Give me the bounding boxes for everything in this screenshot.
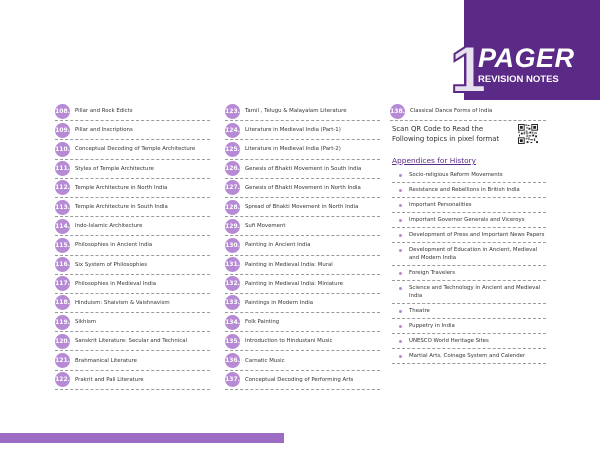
list-item bbox=[225, 160, 380, 179]
list-item bbox=[225, 371, 380, 390]
item-label: Genesis of Bhakti Movement in North India bbox=[245, 184, 361, 191]
qr-code-icon[interactable] bbox=[518, 124, 538, 144]
item-label: Pillar and Rock Edicts bbox=[75, 108, 133, 115]
item-number: 117. bbox=[55, 276, 70, 291]
item-number: 108. bbox=[55, 104, 70, 119]
footer-bar bbox=[0, 433, 284, 443]
item-label: Temple Architecture in South India bbox=[75, 204, 168, 211]
bullet-icon bbox=[399, 287, 402, 290]
item-label: Classical Dance Forms of India bbox=[410, 108, 493, 115]
item-number: 127. bbox=[225, 180, 240, 195]
list-item bbox=[225, 332, 380, 351]
list-item bbox=[392, 266, 546, 281]
list-item bbox=[55, 294, 210, 313]
item-label: Sanskrit Literature: Secular and Technical bbox=[75, 338, 187, 345]
bullet-icon bbox=[399, 189, 402, 192]
item-number: 121. bbox=[55, 353, 70, 368]
topic-column-3 bbox=[390, 102, 546, 121]
bullet-icon bbox=[399, 325, 402, 328]
bullet-icon bbox=[399, 234, 402, 237]
item-number: 120. bbox=[55, 334, 70, 349]
list-item bbox=[225, 179, 380, 198]
item-number: 124. bbox=[225, 123, 240, 138]
bullet-icon bbox=[399, 249, 402, 252]
item-number: 136. bbox=[225, 353, 240, 368]
bullet-icon bbox=[399, 174, 402, 177]
list-item bbox=[55, 121, 210, 140]
item-number: 126. bbox=[225, 161, 240, 176]
brand-numeral: 1 bbox=[450, 32, 487, 106]
item-label: Philosophies in Medieval India bbox=[75, 280, 157, 287]
item-number: 129. bbox=[225, 219, 240, 234]
item-number: 109. bbox=[55, 123, 70, 138]
item-label: Painting in Medieval India: Miniature bbox=[245, 280, 343, 287]
list-item bbox=[55, 313, 210, 332]
list-item bbox=[392, 319, 546, 334]
item-label: Development of Education in Ancient, Medieval and Modern India bbox=[409, 247, 538, 261]
bullet-icon bbox=[399, 340, 402, 343]
item-label: Martial Arts, Coinage System and Calender bbox=[409, 353, 526, 359]
item-label: Hinduism: Shaivism & Vaishnavism bbox=[75, 299, 170, 306]
item-number: 115. bbox=[55, 238, 70, 253]
item-label: Tamil , Telugu & Malayalam Literature bbox=[245, 108, 347, 115]
item-number: 114. bbox=[55, 219, 70, 234]
item-number: 133. bbox=[225, 295, 240, 310]
item-label: Sufi Movement bbox=[245, 223, 286, 230]
list-item bbox=[390, 102, 546, 121]
item-label: Foreign Travelers bbox=[409, 270, 456, 276]
list-item bbox=[392, 168, 546, 183]
item-number: 137. bbox=[225, 372, 240, 387]
item-number: 116. bbox=[55, 257, 70, 272]
list-item bbox=[392, 243, 546, 266]
bullet-icon bbox=[399, 204, 402, 207]
item-label: Folk Painting bbox=[245, 319, 280, 326]
item-number: 138. bbox=[390, 104, 405, 119]
appendices-list bbox=[392, 168, 546, 364]
topic-column-1 bbox=[55, 102, 210, 390]
item-label: Brahmanical Literature bbox=[75, 357, 137, 364]
item-label: Science and Technology in Ancient and Medieval India bbox=[409, 285, 541, 299]
list-item bbox=[55, 198, 210, 217]
list-item bbox=[392, 349, 546, 364]
item-number: 113. bbox=[55, 200, 70, 215]
item-number: 132. bbox=[225, 276, 240, 291]
list-item bbox=[225, 121, 380, 140]
list-item bbox=[55, 236, 210, 255]
item-number: 119. bbox=[55, 315, 70, 330]
bullet-icon bbox=[399, 355, 402, 358]
item-number: 128. bbox=[225, 200, 240, 215]
item-number: 130. bbox=[225, 238, 240, 253]
item-label: Genesis of Bhakti Movement in South India bbox=[245, 165, 362, 172]
item-number: 131. bbox=[225, 257, 240, 272]
list-item bbox=[392, 213, 546, 228]
item-number: 134. bbox=[225, 315, 240, 330]
item-number: 111. bbox=[55, 161, 70, 176]
list-item bbox=[55, 102, 210, 121]
item-label: Resistance and Rebellions in British India bbox=[409, 187, 520, 193]
topic-column-2 bbox=[225, 102, 380, 390]
item-label: UNESCO World Heritage Sites bbox=[409, 338, 489, 344]
item-label: Introduction to Hindustani Music bbox=[245, 338, 333, 345]
item-label: Important Governor Generals and Viceroys bbox=[409, 217, 525, 223]
list-item bbox=[225, 198, 380, 217]
item-label: Literature in Medieval India (Part-2) bbox=[245, 146, 341, 153]
item-number: 135. bbox=[225, 334, 240, 349]
list-item bbox=[55, 371, 210, 390]
list-item bbox=[392, 304, 546, 319]
list-item bbox=[392, 228, 546, 243]
list-item bbox=[225, 236, 380, 255]
brand-subtitle: REVISION NOTES bbox=[478, 74, 559, 85]
list-item bbox=[392, 334, 546, 349]
list-item bbox=[225, 102, 380, 121]
item-label: Puppetry in India bbox=[409, 323, 455, 329]
item-label: Six System of Philosophies bbox=[75, 261, 148, 268]
appendices-heading: Appendices for History bbox=[392, 156, 477, 165]
list-item bbox=[55, 256, 210, 275]
item-number: 125. bbox=[225, 142, 240, 157]
qr-instruction: Scan QR Code to Read the Following topics in pixel format bbox=[392, 125, 500, 143]
item-number: 110. bbox=[55, 142, 70, 157]
item-label: Temple Architecture in North India bbox=[75, 184, 168, 191]
item-label: Literature in Medieval India (Part-1) bbox=[245, 127, 341, 134]
item-label: Sikhism bbox=[75, 319, 97, 326]
item-number: 123. bbox=[225, 104, 240, 119]
list-item bbox=[55, 140, 210, 159]
item-label: Spread of Bhakti Movement in North India bbox=[245, 204, 359, 211]
item-label: Carnatic Music bbox=[245, 357, 285, 364]
item-label: Conceptual Decoding of Performing Arts bbox=[245, 376, 354, 383]
list-item bbox=[225, 256, 380, 275]
list-item bbox=[225, 140, 380, 159]
item-label: Development of Press and Important News Papers bbox=[409, 232, 545, 238]
item-label: Conceptual Decoding of Temple Architecture bbox=[75, 146, 196, 153]
brand-title: PAGER bbox=[478, 43, 575, 73]
list-item bbox=[55, 351, 210, 370]
item-label: Indo-Islamic Architecture bbox=[75, 223, 143, 230]
list-item bbox=[225, 351, 380, 370]
item-label: Styles of Temple Architecture bbox=[75, 165, 154, 172]
item-label: Painting in Medieval India: Mural bbox=[245, 261, 333, 268]
item-label: Pillar and Inscriptions bbox=[75, 127, 133, 134]
item-label: Painting in Ancient India bbox=[245, 242, 311, 249]
item-number: 122. bbox=[55, 372, 70, 387]
bullet-icon bbox=[399, 219, 402, 222]
bullet-icon bbox=[399, 272, 402, 275]
item-number: 118. bbox=[55, 295, 70, 310]
item-label: Prakrit and Pali Literature bbox=[75, 376, 144, 383]
list-item bbox=[55, 179, 210, 198]
item-label: Important Personalities bbox=[409, 202, 472, 208]
list-item bbox=[55, 217, 210, 236]
item-number: 112. bbox=[55, 180, 70, 195]
list-item bbox=[392, 183, 546, 198]
list-item bbox=[392, 281, 546, 304]
list-item bbox=[225, 217, 380, 236]
item-label: Theatre bbox=[409, 308, 430, 314]
list-item bbox=[392, 198, 546, 213]
list-item bbox=[225, 275, 380, 294]
list-item bbox=[55, 332, 210, 351]
list-item bbox=[55, 275, 210, 294]
list-item bbox=[225, 294, 380, 313]
list-item bbox=[55, 160, 210, 179]
bullet-icon bbox=[399, 310, 402, 313]
item-label: Socio-religious Reform Movements bbox=[409, 172, 503, 178]
list-item bbox=[225, 313, 380, 332]
item-label: Philosophies in Ancient India bbox=[75, 242, 153, 249]
item-label: Paintings in Modern India bbox=[245, 299, 313, 306]
